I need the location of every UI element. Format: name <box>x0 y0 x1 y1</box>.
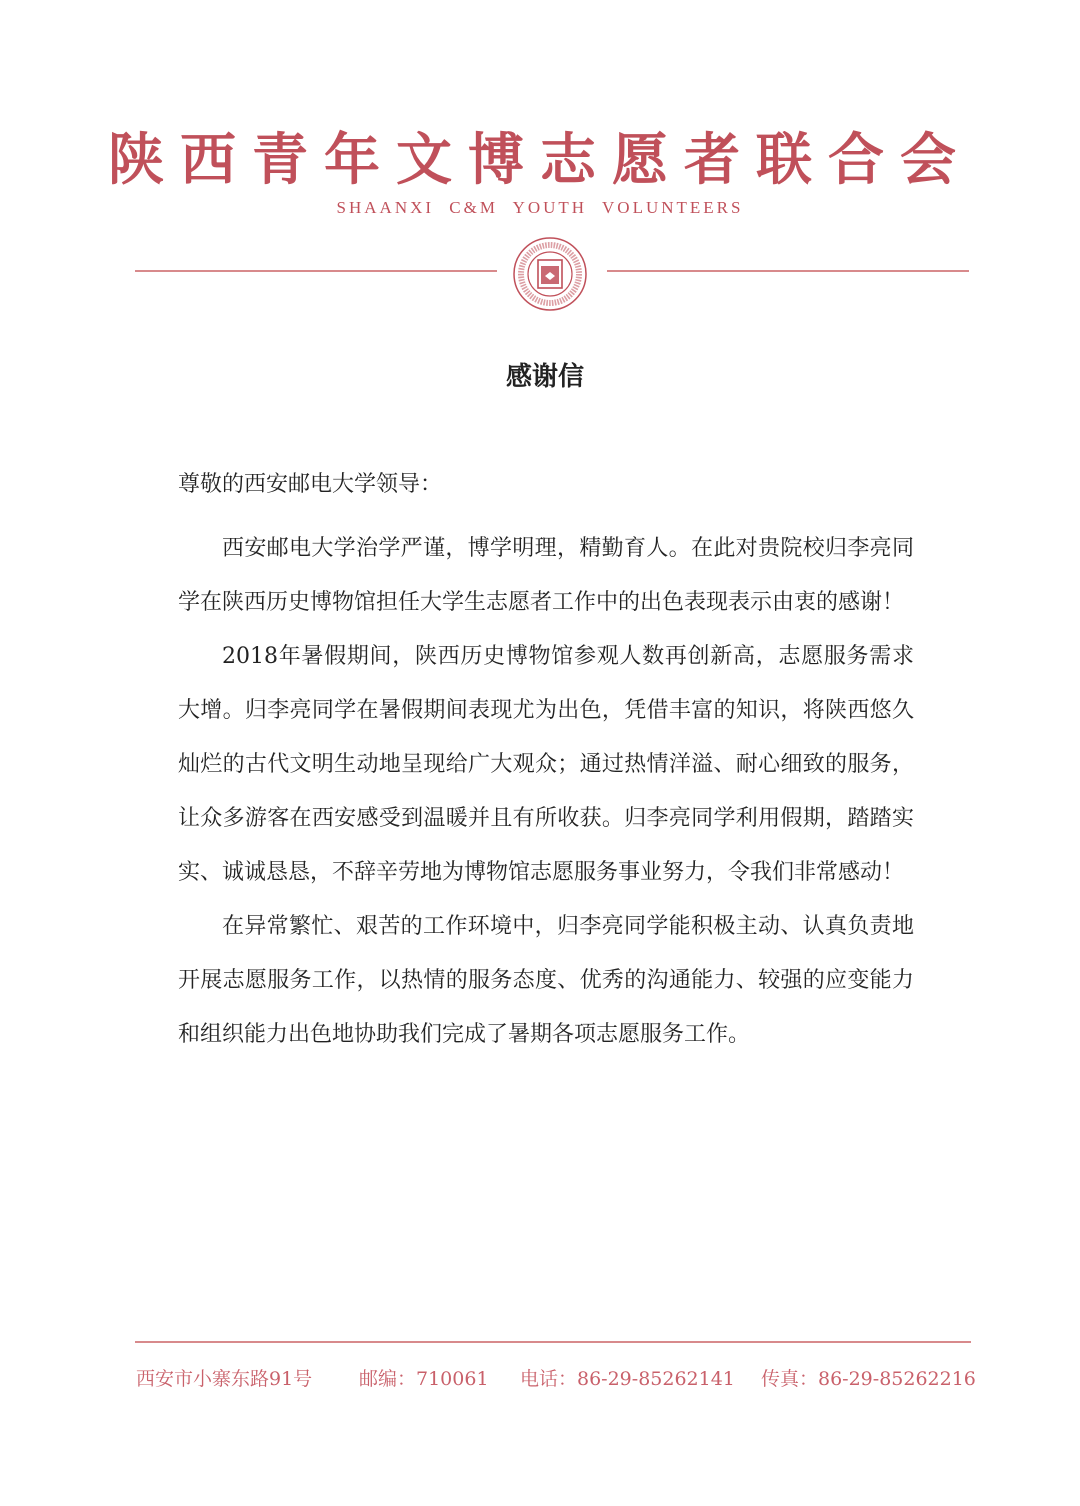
volunteer-association-seal-icon <box>512 236 588 312</box>
salutation: 尊敬的西安邮电大学领导： <box>178 472 443 497</box>
letter-title: 感谢信 <box>505 362 584 392</box>
body-paragraph: 在异常繁忙、艰苦的工作环境中，归李亮同学能积极主动、认真负责地开展志愿服务工作，以热情的服务态度、优秀的沟通能力、较强的应变能力和组织能力出色地协助我们完成了暑期各项志愿服务工作。 <box>178 914 914 1047</box>
footer-address: 西安市小寨东路91号 <box>136 1368 313 1390</box>
body-paragraph: 西安邮电大学治学严谨，博学明理，精勤育人。在此对贵院校归李亮同学在陕西历史博物馆担任大学生志愿者工作中的出色表现表示由衷的感谢！ <box>178 536 914 615</box>
footer-rule <box>135 1341 971 1343</box>
letterhead-title: 陕西青年文博志愿者联合会 <box>108 127 972 193</box>
footer-contact <box>136 1364 976 1396</box>
letterhead-rule-right <box>607 270 969 272</box>
body-paragraph: 2018年暑假期间，陕西历史博物馆参观人数再创新高，志愿服务需求大增。归李亮同学在暑假期间表现尤为出色，凭借丰富的知识，将陕西悠久灿烂的古代文明生动地呈现给广大观众；通过热情洋溢、耐心细致的服务，让众多游客在西安感受到温暖并且有所收获。归李亮同学利用假期，踏踏实实、诚诚恳恳，不辞辛劳地为博物馆志愿服务事业努力，令我们非常感动！ <box>178 644 914 885</box>
footer-postcode: 邮编：710061 <box>359 1368 489 1390</box>
footer-phone: 电话：86-29-85262141 <box>520 1368 735 1390</box>
letterhead-rule-left <box>135 270 497 272</box>
footer-fax: 传真：86-29-85262216 <box>761 1368 976 1390</box>
letterhead-subtitle: SHAANXI C&M YOUTH VOLUNTEERS <box>336 198 744 217</box>
letter-body <box>178 522 914 1062</box>
